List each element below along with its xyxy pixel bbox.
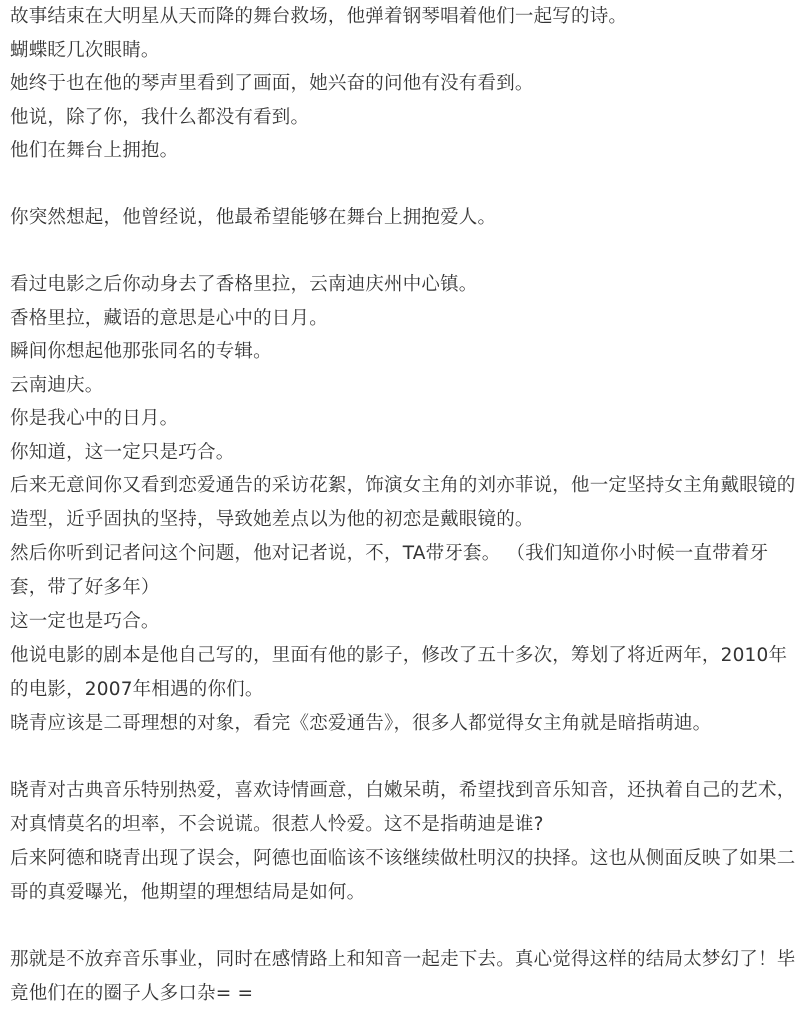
paragraph: 云南迪庆。 <box>10 374 104 396</box>
paragraph: 看过电影之后你动身去了香格里拉，云南迪庆州中心镇。 <box>10 274 478 295</box>
article-body <box>10 0 805 1011</box>
paragraph: 这一定也是巧合。 <box>10 611 160 632</box>
paragraph: 故事结束在大明星从天而降的舞台救场，他弹着钢琴唱着他们一起写的诗。 <box>10 6 628 27</box>
paragraph: 他说，除了你，我什么都没有看到。 <box>10 106 310 128</box>
paragraph: 然后你听到记者问这个问题，他对记者说，不，TA带牙套。 （我们知道你小时候一直带着牙套，带了好多年） <box>10 543 769 598</box>
paragraph: 晓青应该是二哥理想的对象，看完《恋爱通告》，很多人都觉得女主角就是暗指萌迪。 <box>10 712 712 734</box>
paragraph-spacer <box>10 910 805 944</box>
paragraph: 后来阿德和晓青出现了误会，阿德也面临该不该继续做杜明汉的抉择。这也从侧面反映了如果二哥的真爱曝光，他期望的理想结局是如何。 <box>10 847 796 903</box>
paragraph: 蝴蝶眨几次眼睛。 <box>10 39 160 61</box>
paragraph: 那就是不放弃音乐事业，同时在感情路上和知音一起走下去。真心觉得这样的结局太梦幻了！毕竟他们在的圈子人多口杂= = <box>10 949 796 1004</box>
paragraph: 她终于也在他的琴声里看到了画面，她兴奋的问他有没有看到。 <box>10 73 534 94</box>
paragraph: 晓青对古典音乐特别热爱，喜欢诗情画意，白嫩呆萌，希望找到音乐知音，还执着自己的艺术，对真情莫名的坦率，不会说谎。很惹人怜爱。这不是指萌迪是谁? <box>10 779 796 835</box>
paragraph: 你突然想起，他曾经说，他最希望能够在舞台上拥抱爱人。 <box>10 207 497 228</box>
paragraph: 他说电影的剧本是他自己写的，里面有他的影子，修改了五十多次，筹划了将近两年，2010年的电影，2007年相遇的你们。 <box>10 644 788 700</box>
paragraph: 他们在舞台上拥抱。 <box>10 140 179 161</box>
paragraph: 后来无意间你又看到恋爱通告的采访花絮，饰演女主角的刘亦菲说，他一定坚持女主角戴眼镜的造型，近乎固执的坚持，导致她差点以为他的初恋是戴眼镜的。 <box>10 475 796 530</box>
paragraph: 香格里拉，藏语的意思是心中的日月。 <box>10 307 328 329</box>
paragraph-spacer <box>10 168 805 202</box>
paragraph-spacer <box>10 235 805 269</box>
paragraph-spacer <box>10 740 805 774</box>
paragraph: 你知道，这一定只是巧合。 <box>10 441 235 463</box>
paragraph: 你是我心中的日月。 <box>10 408 179 429</box>
paragraph: 瞬间你想起他那张同名的专辑。 <box>10 341 272 362</box>
